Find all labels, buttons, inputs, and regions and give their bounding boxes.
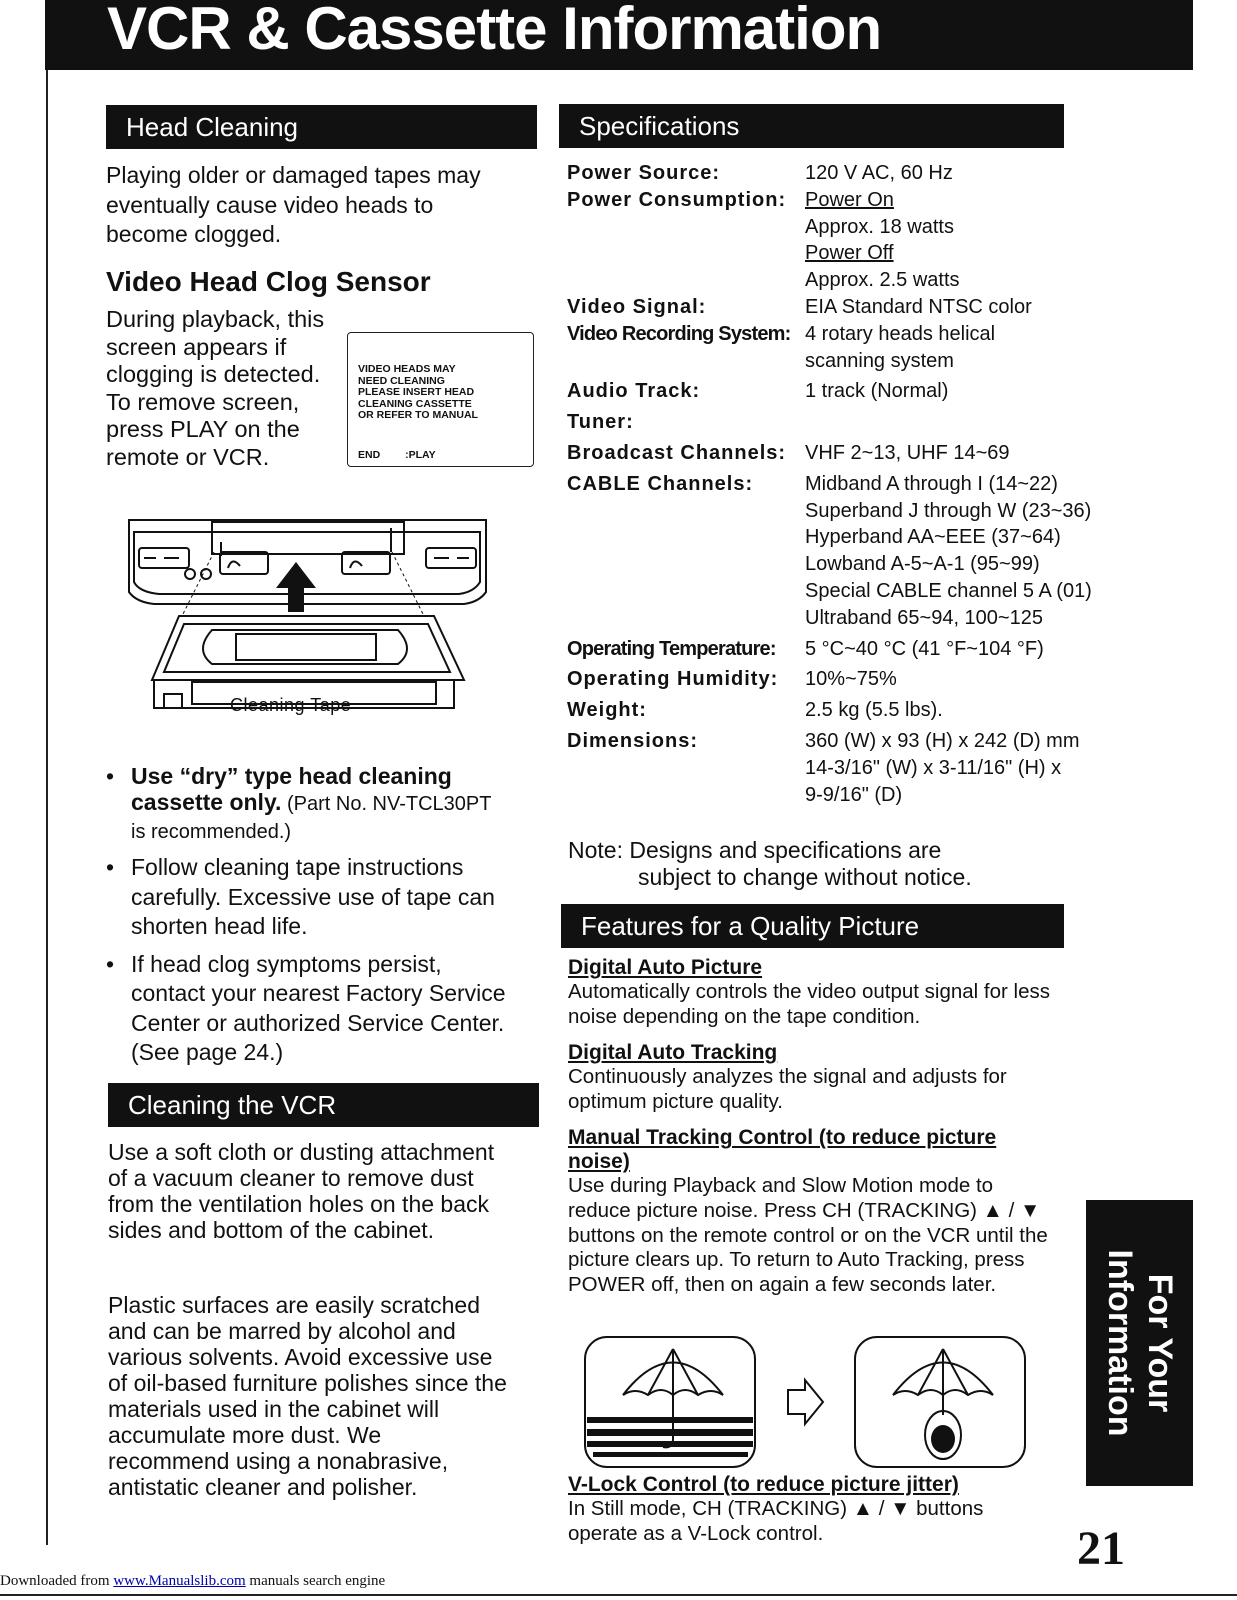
osd-line: VIDEO HEADS MAY	[358, 363, 456, 375]
spec-note	[568, 837, 1028, 891]
cleaning-tape-label: Cleaning Tape	[230, 695, 352, 715]
osd-line: CLEANING CASSETTE	[358, 397, 472, 410]
feature-mtc-title: Manual Tracking Control (to reduce picture noise)	[568, 1126, 997, 1174]
spec-value-empty	[805, 409, 1107, 436]
spec-value: 2.5 kg (5.5 lbs).	[805, 699, 943, 722]
spec-value: Midband A through I (14~22)	[805, 472, 1058, 495]
spec-cable	[567, 471, 1107, 498]
vcr-cleaning-tape-illustration	[124, 512, 494, 724]
spec-value: Approx. 2.5 watts	[805, 269, 960, 292]
osd-line: OR REFER TO MANUAL	[358, 409, 478, 421]
footer	[0, 1573, 385, 1590]
spec-note-line2: subject to change without notice.	[638, 864, 972, 890]
spec-value: 120 V AC, 60 Hz	[805, 162, 953, 184]
spec-label-empty	[567, 348, 805, 375]
spec-dimensions-row	[567, 755, 1107, 782]
spec-label: Video Signal:	[567, 295, 707, 318]
spec-label-empty	[567, 267, 805, 294]
spec-label-empty	[567, 551, 805, 578]
spec-label-empty	[567, 240, 805, 267]
spec-video-recording-row2	[567, 348, 1107, 375]
bottom-rule	[0, 1594, 1237, 1596]
spec-label-empty	[567, 782, 805, 809]
features-list	[568, 956, 1053, 1297]
spec-note-line1-text: Designs and specifications are	[629, 837, 942, 863]
osd-line: PLEASE INSERT HEAD	[358, 386, 475, 398]
head-cleaning-bullets	[106, 763, 506, 1076]
spec-audio-track	[567, 378, 1107, 405]
bullet-contact-service: • If head clog symptoms persist, contact your nearest Factory Service Center or authorized Service Center. (See page 24.)	[106, 950, 506, 1068]
spec-label-empty	[567, 605, 805, 632]
footer-suffix: manuals search engine	[245, 1573, 386, 1589]
spec-value: VHF 2~13, UHF 14~69	[805, 441, 1010, 464]
spec-note-line1	[568, 837, 1028, 864]
spec-value: 10%~75%	[805, 668, 897, 691]
feature-dat-body: Continuously analyzes the signal and adjusts for optimum picture quality.	[568, 1065, 1007, 1113]
spec-cable-row	[567, 524, 1107, 551]
spec-op-humidity	[567, 666, 1107, 693]
spec-note-label: Note:	[568, 837, 623, 863]
spec-label: Video Recording System:	[567, 322, 791, 345]
spec-label-empty	[567, 578, 805, 605]
spec-value: Approx. 18 watts	[805, 215, 954, 238]
features-heading	[561, 904, 1064, 948]
page-title-bar	[45, 0, 1193, 70]
osd-end-row	[358, 450, 436, 462]
spec-label-empty	[567, 214, 805, 241]
feature-vlock-title: V-Lock Control (to reduce picture jitter)	[568, 1473, 959, 1496]
spec-cable-row	[567, 578, 1107, 605]
spec-label: Weight:	[567, 699, 647, 722]
spec-weight	[567, 697, 1107, 724]
cleaning-vcr-heading-text: Cleaning the VCR	[128, 1090, 337, 1120]
spec-op-temp	[567, 636, 1107, 663]
spec-value: 14-3/16" (W) x 3-11/16" (H) x	[805, 756, 1062, 779]
spec-power-off-row	[567, 240, 1107, 267]
spec-dimensions	[567, 728, 1107, 755]
bullet-dry-cassette-bold: Use “dry” type head cleaning cassette only.	[131, 763, 452, 815]
spec-label: Broadcast Channels:	[567, 441, 787, 464]
osd-end-value: :PLAY	[405, 449, 436, 461]
osd-line: NEED CLEANING	[358, 374, 445, 387]
left-margin-rule	[46, 70, 48, 1545]
spec-value: EIA Standard NTSC color	[805, 295, 1032, 318]
spec-value: scanning system	[805, 349, 954, 372]
head-cleaning-heading	[106, 105, 537, 149]
spec-value: Power On	[805, 188, 894, 211]
spec-label-empty	[567, 755, 805, 782]
page-number: 21	[1077, 1522, 1125, 1575]
spec-label: Power Consumption:	[567, 188, 787, 211]
feature-vlock-body: In Still mode, CH (TRACKING) ▲ / ▼ buttons operate as a V-Lock control.	[568, 1497, 984, 1545]
specifications-heading-text: Specifications	[579, 111, 740, 141]
features-heading-text: Features for a Quality Picture	[581, 911, 920, 941]
spec-cable-row	[567, 605, 1107, 632]
spec-tuner	[567, 409, 1107, 436]
specifications-table	[567, 160, 1107, 808]
cleaning-vcr-para2: Plastic surfaces are easily scratched and can be marred by alcohol and various solvents. Avoid excessive use of oil-based furniture polishes since the materials used in the cabinet will accumulate more dust. We recommend using a nonabrasive, antistatic cleaner and polisher.	[108, 1292, 507, 1500]
spec-label-empty	[567, 524, 805, 551]
spec-video-recording	[567, 321, 1107, 348]
osd-end-label: END	[358, 449, 381, 461]
spec-cable-row	[567, 498, 1107, 525]
spec-value: 1 track (Normal)	[805, 380, 949, 403]
spec-cable-row	[567, 551, 1107, 578]
spec-value: Power Off	[805, 242, 894, 265]
cleaning-vcr-heading	[108, 1083, 539, 1127]
picture-noise-illustration	[583, 1335, 1033, 1470]
side-tab-text	[1100, 1250, 1180, 1437]
footer-link[interactable]: www.Manualslib.com	[113, 1573, 246, 1589]
spec-video-signal	[567, 294, 1107, 321]
spec-value: 5 °C~40 °C (41 °F~104 °F)	[805, 637, 1044, 660]
spec-label: Dimensions:	[567, 729, 699, 752]
spec-broadcast	[567, 440, 1107, 467]
side-tab-line2: Information	[1100, 1249, 1139, 1437]
spec-value: Superband J through W (23~36)	[805, 499, 1092, 522]
spec-label: Audio Track:	[567, 380, 701, 403]
bullet-follow-instructions: • Follow cleaning tape instructions carefully. Excessive use of tape can shorten head life.	[106, 853, 506, 942]
spec-dimensions-row	[567, 782, 1107, 809]
spec-value: Special CABLE channel 5 A (01)	[805, 579, 1092, 602]
side-tab-line1: For Your	[1140, 1273, 1179, 1413]
spec-value: Lowband A-5~A-1 (95~99)	[805, 553, 1040, 576]
cleaning-vcr-para1: Use a soft cloth or dusting attachment of a vacuum cleaner to remove dust from the ventilation holes on the back sides and bottom of the cabinet.	[108, 1139, 495, 1243]
spec-value: Ultraband 65~94, 100~125	[805, 606, 1043, 629]
spec-power-off-value-row	[567, 267, 1107, 294]
page-title: VCR & Cassette Information	[107, 0, 882, 62]
bullet-dry-cassette	[106, 763, 506, 845]
spec-label-empty	[567, 498, 805, 525]
spec-power-on-value-row	[567, 214, 1107, 241]
spec-label: Power Source:	[567, 162, 721, 184]
feature-dap-title: Digital Auto Picture	[568, 956, 763, 979]
clog-sensor-text: During playback, this screen appears if clogging is detected. To remove screen, press PLAY on the remote or VCR.	[106, 306, 325, 470]
feature-mtc-body: Use during Playback and Slow Motion mode to reduce picture noise. Press CH (TRACKING) ▲ / ▼ buttons on the remote control or on the VCR until the picture clears up. To return to Auto Tracking, press POWER off, then on again a few seconds later.	[568, 1174, 1048, 1296]
spec-value: 4 rotary heads helical	[805, 322, 996, 345]
spec-label: CABLE Channels:	[567, 472, 754, 495]
spec-label: Operating Humidity:	[567, 668, 779, 691]
spec-label: Operating Temperature:	[567, 637, 776, 660]
spec-value: Hyperband AA~EEE (37~64)	[805, 526, 1061, 549]
head-cleaning-heading-text: Head Cleaning	[126, 112, 299, 142]
spec-value: 360 (W) x 93 (H) x 242 (D) mm	[805, 729, 1080, 752]
specifications-heading	[559, 104, 1064, 148]
bullet-dry-cassette-rest: (Part No. NV-TCL30PT is recommended.)	[131, 793, 492, 843]
head-cleaning-intro: Playing older or damaged tapes may eventually cause video heads to become clogged.	[106, 162, 481, 247]
footer-prefix: Downloaded from	[0, 1573, 114, 1589]
clog-sensor-title: Video Head Clog Sensor	[106, 266, 431, 297]
spec-power-source	[567, 160, 1107, 187]
feature-dat-title: Digital Auto Tracking	[568, 1041, 778, 1065]
spec-power-consumption	[567, 187, 1107, 214]
clog-warning-screen	[347, 332, 534, 467]
vlock-feature	[568, 1473, 1053, 1546]
section-side-tab	[1086, 1200, 1193, 1486]
spec-label: Tuner:	[567, 411, 634, 434]
feature-dap-body: Automatically controls the video output signal for less noise depending on the tape condition.	[568, 980, 1051, 1028]
spec-value: 9-9/16" (D)	[805, 783, 903, 806]
